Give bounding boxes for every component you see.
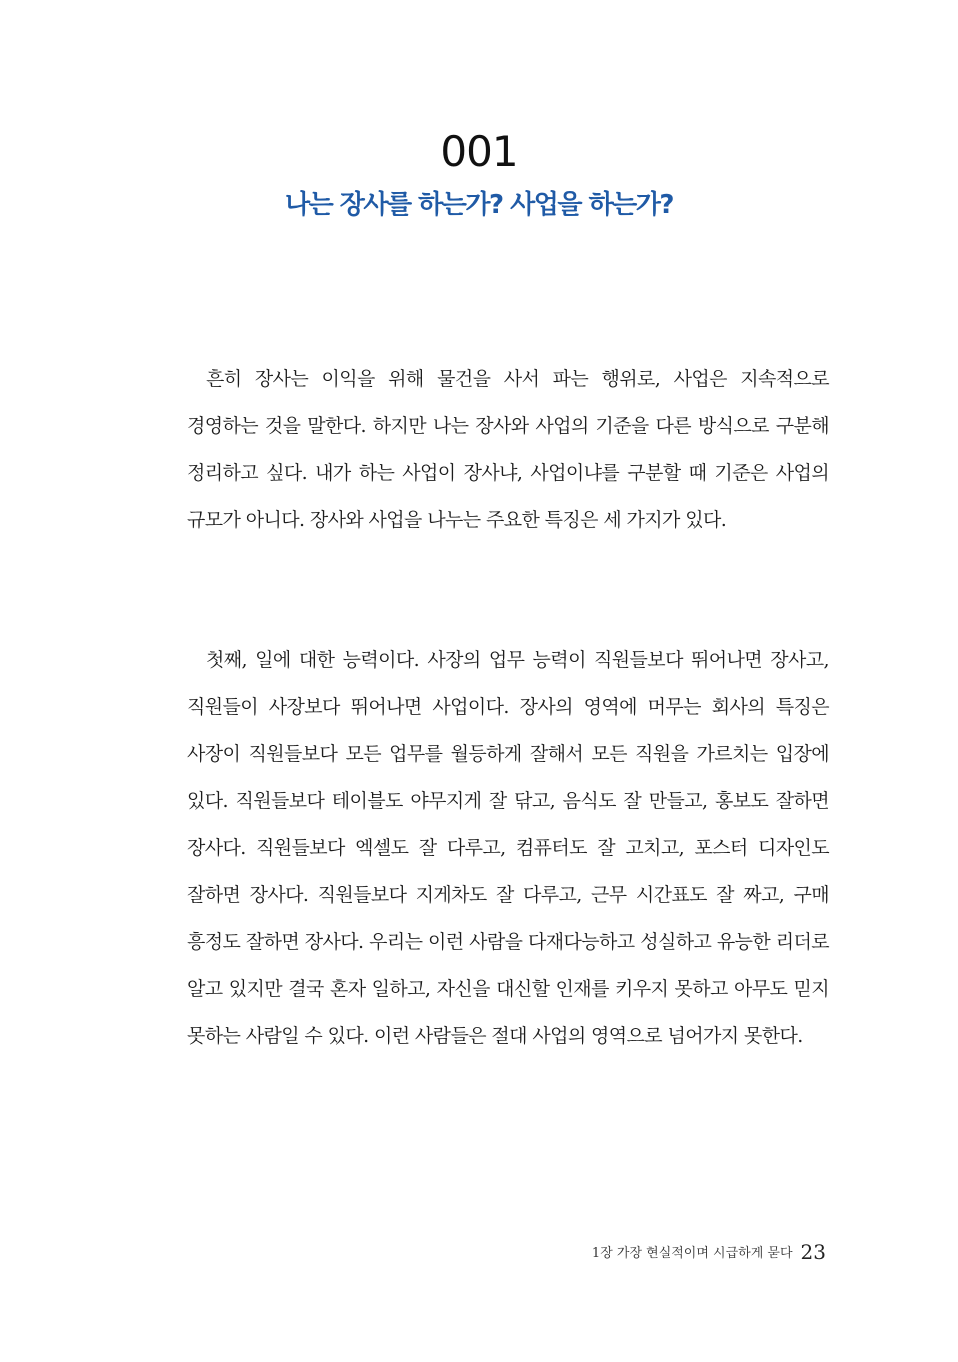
running-chapter-title: 1장 가장 현실적이며 시급하게 묻다 (591, 1246, 793, 1261)
section-title: 나는 장사를 하는가? 사업을 하는가? (285, 190, 673, 220)
body-paragraph-1: 흔히 장사는 이익을 위해 물건을 사서 파는 행위로, 사업은 지속적으로 경영하는 것을 말한다. 하지만 나는 장사와 사업의 기준을 다른 방식으로 구분해 정리하고 싶다. 내가 하는 사업이 장사냐, 사업이냐를 구분할 때 기준은 사업의 규모가 아니다. 장사와 사업을 나누는 주요한 특징은 세 가지가 있다. (187, 368, 829, 531)
page-number: 23 (800, 1240, 826, 1264)
page-footer (592, 1240, 826, 1266)
body-paragraph-2: 첫째, 일에 대한 능력이다. 사장의 업무 능력이 직원들보다 뛰어나면 장사고, 직원들이 사장보다 뛰어나면 사업이다. 장사의 영역에 머무는 회사의 특징은 사장이 직원들보다 모든 업무를 월등하게 잘해서 모든 직원을 가르치는 입장에 있다. 직원들보다 테이블도 야무지게 잘 닦고, 음식도 잘 만들고, 홍보도 잘하면 장사다. 직원들보다 엑셀도 잘 다루고, 컴퓨터도 잘 고치고, 포스터 디자인도 잘하면 장사다. 직원들보다 지게차도 잘 다루고, 근무 시간표도 잘 짜고, 구매 흥정도 잘하면 장사다. 우리는 이런 사람을 다재다능하고 성실하고 유능한 리더로 알고 있지만 결국 혼자 일하고, 자신을 대신할 인재를 키우지 못하고 아무도 믿지 못하는 사람일 수 있다. 이런 사람들은 절대 사업의 영역으로 넘어가지 못한다. (187, 649, 829, 1047)
section-number: 001 (440, 127, 518, 176)
